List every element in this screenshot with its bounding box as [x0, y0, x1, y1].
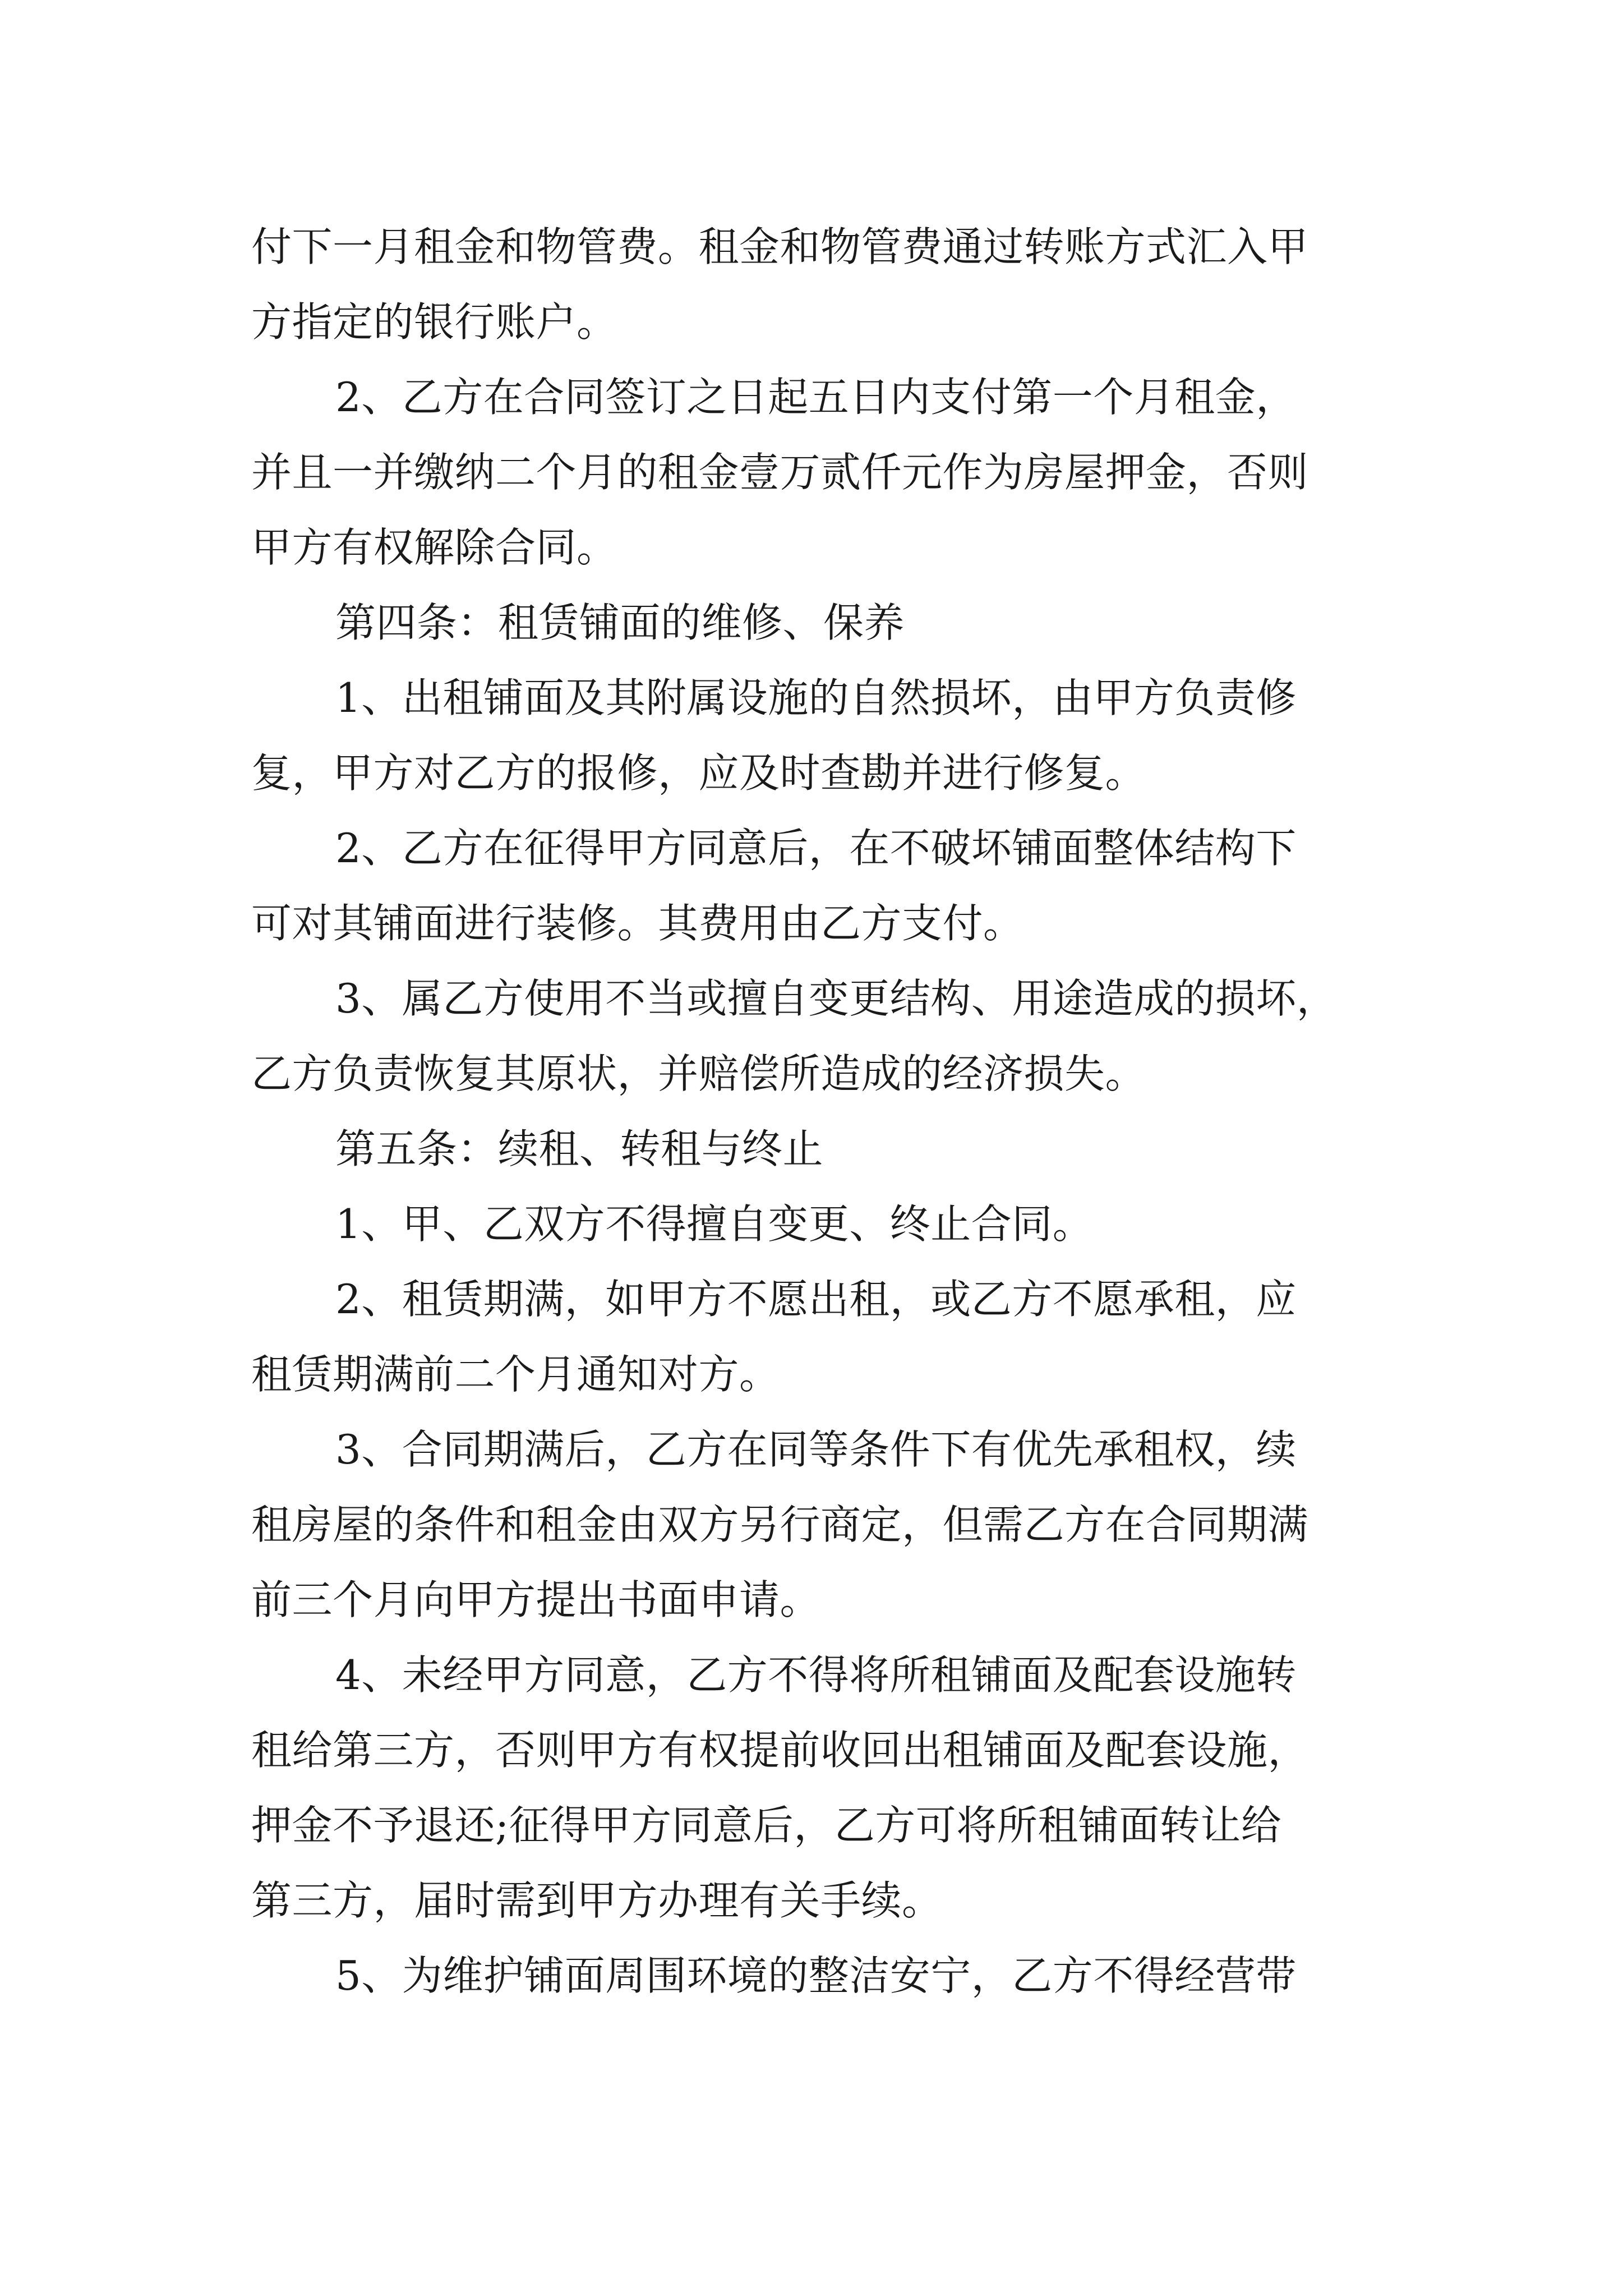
- text-line: 2、乙方在合同签订之日起五日内支付第一个月租金，: [335, 374, 1297, 421]
- text-line: 2、租赁期满，如甲方不愿出租，或乙方不愿承租，应: [335, 1276, 1297, 1323]
- text-line: 1、出租铺面及其附属设施的自然损坏，由甲方负责修: [335, 674, 1297, 721]
- text-line: 租给第三方，否则甲方有权提前收回出租铺面及配套设施，: [251, 1727, 1309, 1774]
- text-line: 5、为维护铺面周围环境的整洁安宁，乙方不得经营带: [335, 1952, 1297, 1999]
- text-line: 押金不予退还;征得甲方同意后，乙方可将所租铺面转让给: [251, 1802, 1282, 1849]
- text-line: 付下一月租金和物管费。租金和物管费通过转账方式汇入甲: [251, 223, 1309, 270]
- text-line: 第三方，届时需到甲方办理有关手续。: [251, 1877, 943, 1924]
- text-line: 1、甲、乙双方不得擅自变更、终止合同。: [335, 1200, 1094, 1248]
- text-line: 3、合同期满后，乙方在同等条件下有优先承租权，续: [335, 1426, 1297, 1473]
- text-line: 并且一并缴纳二个月的租金壹万贰仟元作为房屋押金，否则: [251, 449, 1309, 496]
- text-line: 乙方负责恢复其原状，并赔偿所造成的经济损失。: [251, 1050, 1146, 1097]
- text-line: 方指定的银行账户。: [251, 298, 617, 346]
- text-line: 前三个月向甲方提出书面申请。: [251, 1576, 821, 1623]
- text-line: 3、属乙方使用不当或擅自变更结构、用途造成的损坏，: [335, 975, 1338, 1022]
- text-line: 可对其铺面进行装修。其费用由乙方支付。: [251, 900, 1024, 947]
- text-line: 租房屋的条件和租金由双方另行商定，但需乙方在合同期满: [251, 1501, 1309, 1548]
- text-line: 甲方有权解除合同。: [251, 524, 617, 571]
- text-line: 租赁期满前二个月通知对方。: [251, 1351, 780, 1398]
- section-heading: 第五条：续租、转租与终止: [335, 1125, 824, 1172]
- text-line: 2、乙方在征得甲方同意后，在不破坏铺面整体结构下: [335, 825, 1297, 872]
- text-line: 4、未经甲方同意，乙方不得将所租铺面及配套设施转: [335, 1651, 1297, 1699]
- section-heading: 第四条：租赁铺面的维修、保养: [335, 599, 905, 646]
- text-line: 复，甲方对乙方的报修，应及时查勘并进行修复。: [251, 749, 1146, 797]
